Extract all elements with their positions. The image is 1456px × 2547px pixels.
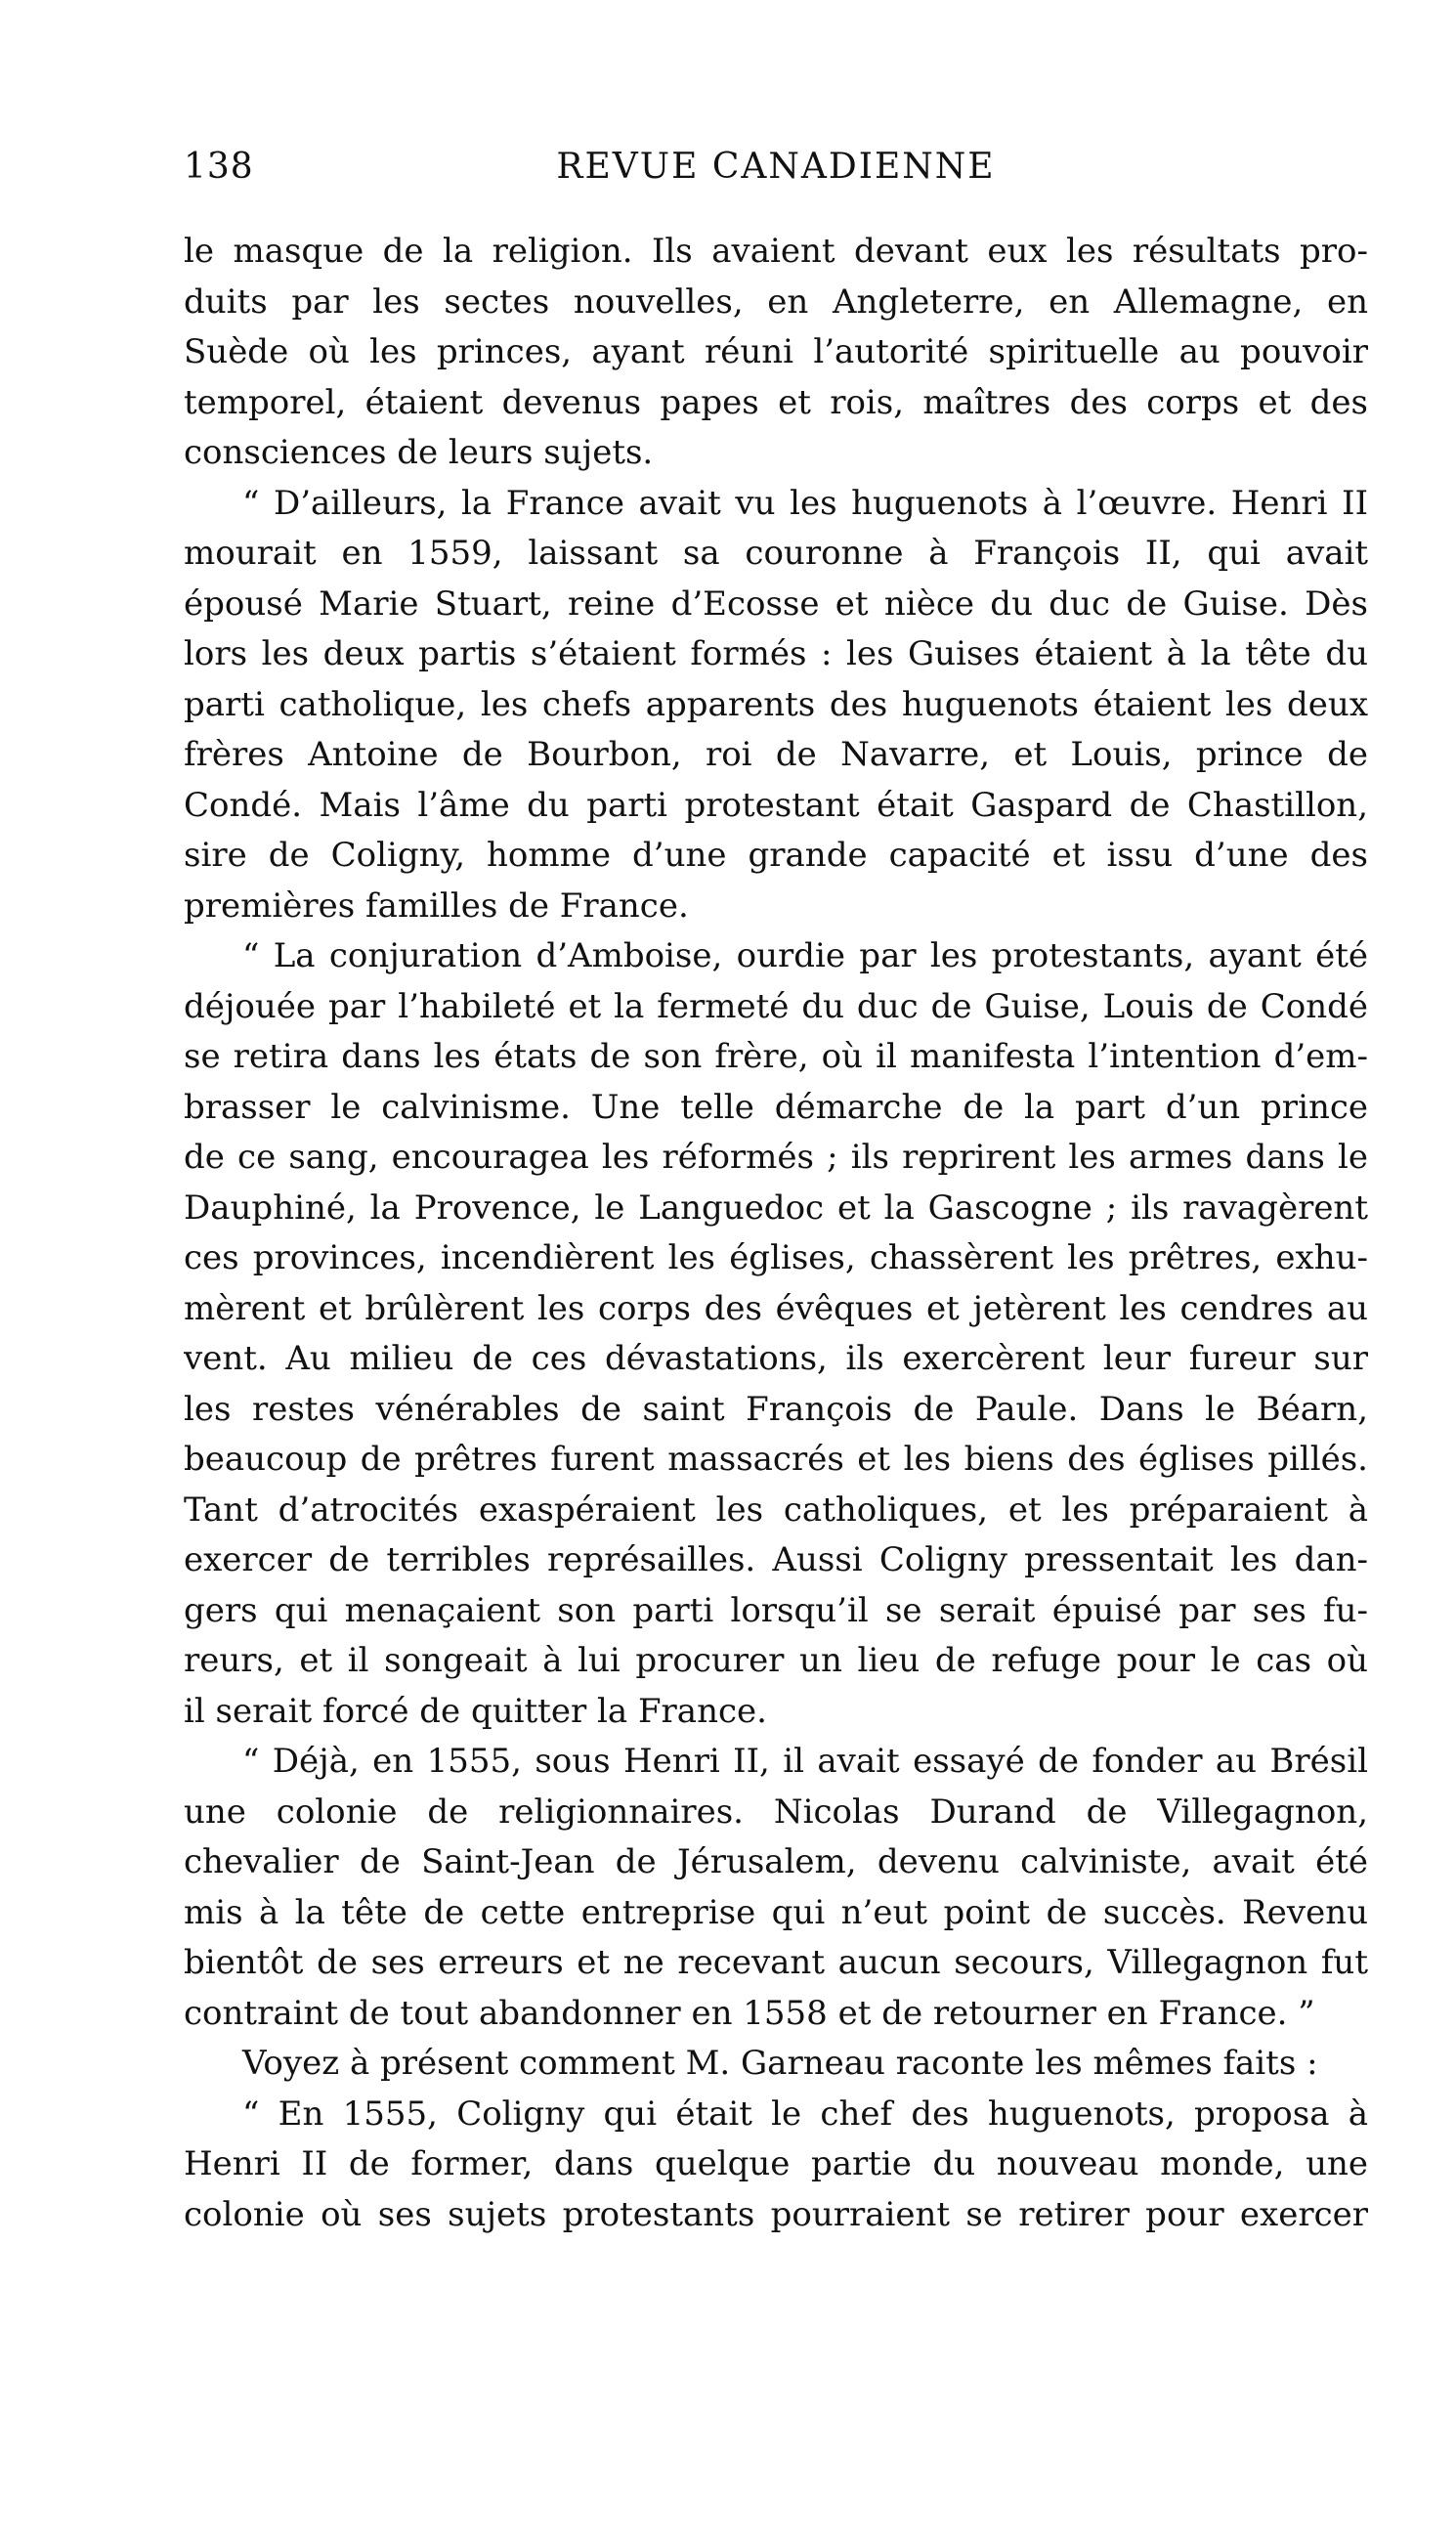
text-line: consciences de leurs sujets. <box>184 433 654 472</box>
text-line: brasser le calvinisme. Une telle démarche de la part d’un prince <box>184 1087 1368 1127</box>
running-title: REVUE CANADIENNE <box>556 147 996 187</box>
text-line: mourait en 1559, laissant sa couronne à François II, qui avait <box>184 534 1368 573</box>
text-line: parti catholique, les chefs apparents des huguenots étaient les deux <box>184 684 1368 724</box>
text-line: contraint de tout abandonner en 1558 et de retourner en France. ” <box>184 1993 1315 2033</box>
text-line: Condé. Mais l’âme du parti protestant était Gaspard de Chastillon, <box>184 785 1368 825</box>
text-line: premières familles de France. <box>184 885 689 926</box>
text-line: mèrent et brûlèrent les corps des évêques et jetèrent les cendres au <box>184 1288 1368 1328</box>
text-line: déjouée par l’habileté et la fermeté du duc de Guise, Louis de Condé <box>184 986 1368 1026</box>
text-line: colonie où ses sujets protestants pourraient se retirer pour exercer <box>184 2194 1368 2234</box>
page-header <box>184 147 1368 203</box>
text-line: de ce sang, encouragea les réformés ; ils reprirent les armes dans le <box>184 1138 1368 1177</box>
text-line: les restes vénérables de saint François de Paule. Dans le Béarn, <box>184 1389 1368 1429</box>
text-line: Voyez à présent comment M. Garneau raconte les mêmes faits : <box>242 2044 1318 2083</box>
text-line: gers qui menaçaient son parti lorsqu’il se serait épuisé par ses fu- <box>184 1590 1368 1630</box>
text-line: lors les deux partis s’étaient formés : les Guises étaient à la tête du <box>184 634 1368 673</box>
document-page <box>184 147 1368 2240</box>
text-line: mis à la tête de cette entreprise qui n’eut point de succès. Revenu <box>184 1892 1368 1932</box>
text-line: épousé Marie Stuart, reine d’Ecosse et nièce du duc de Guise. Dès <box>184 583 1368 624</box>
text-line: “ En 1555, Coligny qui était le chef des huguenots, proposa à <box>242 2094 1368 2134</box>
text-line: temporel, étaient devenus papes et rois, maîtres des corps et des <box>184 382 1368 422</box>
text-line: beaucoup de prêtres furent massacrés et les biens des églises pillés. <box>184 1440 1368 1479</box>
text-line: bientôt de ses erreurs et ne recevant aucun secours, Villegagnon fut <box>184 1943 1368 1982</box>
text-line: frères Antoine de Bourbon, roi de Navarre, et Louis, prince de <box>184 735 1368 774</box>
page-number: 138 <box>184 147 254 187</box>
text-line: “ Déjà, en 1555, sous Henri II, il avait essayé de fonder au Brésil <box>242 1742 1368 1781</box>
text-line: exercer de terribles représailles. Aussi Coligny pressentait les dan- <box>184 1540 1368 1579</box>
text-line: Henri II de former, dans quelque partie du nouveau monde, une <box>184 2144 1368 2183</box>
text-line: “ D’ailleurs, la France avait vu les huguenots à l’œuvre. Henri II <box>242 483 1368 523</box>
text-line: Suède où les princes, ayant réuni l’autorité spirituelle au pouvoir <box>184 332 1368 371</box>
text-line: une colonie de religionnaires. Nicolas Durand de Villegagnon, <box>184 1792 1368 1832</box>
text-line: “ La conjuration d’Amboise, ourdie par les protestants, ayant été <box>242 936 1368 975</box>
text-line: Tant d’atrocités exaspéraient les catholiques, et les préparaient à <box>184 1489 1368 1530</box>
body-text <box>184 227 1368 2240</box>
text-line: chevalier de Saint-Jean de Jérusalem, devenu calviniste, avait été <box>184 1842 1368 1881</box>
text-line: il serait forcé de quitter la France. <box>184 1691 767 1731</box>
text-line: reurs, et il songeait à lui procurer un lieu de refuge pour le cas où <box>184 1641 1368 1680</box>
text-line: duits par les sectes nouvelles, en Angleterre, en Allemagne, en <box>184 281 1368 322</box>
text-line: Dauphiné, la Provence, le Languedoc et la Gascogne ; ils ravagèrent <box>184 1187 1368 1228</box>
text-line: vent. Au milieu de ces dévastations, ils exercèrent leur fureur sur <box>184 1339 1368 1378</box>
text-line: se retira dans les états de son frère, où il manifesta l’intention d’em- <box>184 1037 1368 1076</box>
text-line: le masque de la religion. Ils avaient devant eux les résultats pro- <box>184 232 1368 271</box>
text-line: ces provinces, incendièrent les églises, chassèrent les prêtres, exhu- <box>184 1238 1368 1277</box>
text-line: sire de Coligny, homme d’une grande capacité et issu d’une des <box>184 836 1368 875</box>
